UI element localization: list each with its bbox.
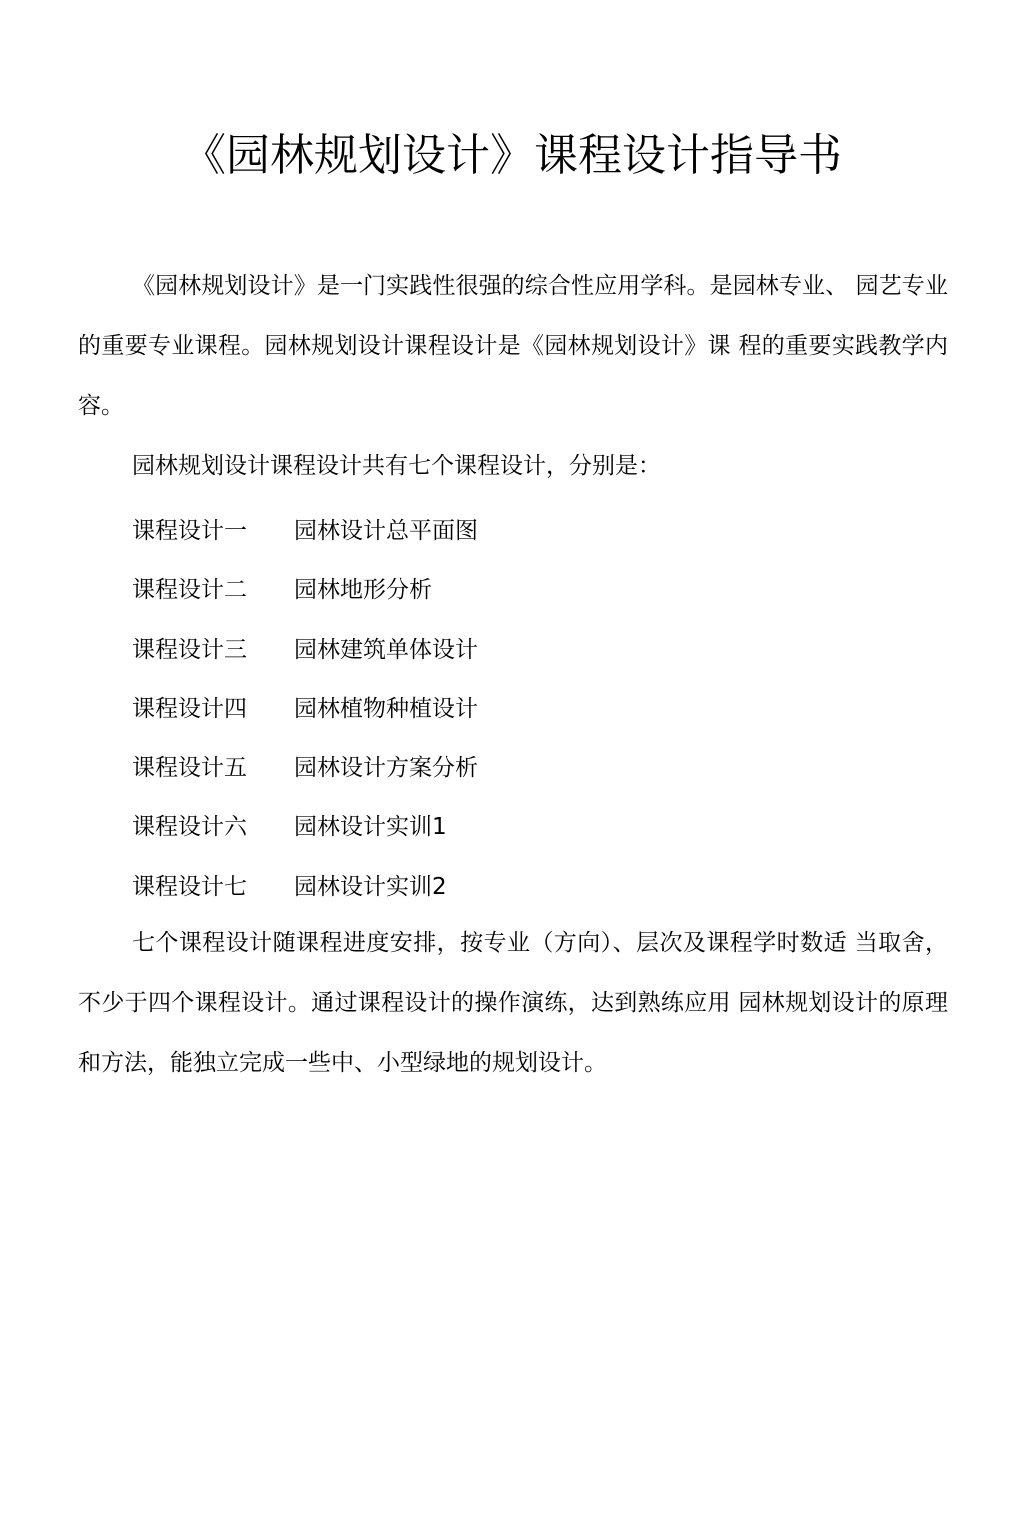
design-name: 园林设计实训2 xyxy=(294,873,447,900)
closing-paragraph: 七个课程设计随课程进度安排，按专业（方向）、层次及课程学时数适 当取舍，不少于四个课程设计。通过课程设计的操作演练，达到熟练应用 园林规划设计的原理和方法，能独立完成一些中、小型绿地的规划设计。 xyxy=(78,930,948,1076)
list-item xyxy=(132,561,832,620)
design-number: 课程设计六 xyxy=(132,814,247,841)
design-number: 课程设计一 xyxy=(132,518,247,544)
design-number: 课程设计七 xyxy=(132,873,247,900)
list-item xyxy=(132,858,832,917)
document-title: 《园林规划设计》课程设计指导书 xyxy=(182,130,842,181)
list-item xyxy=(132,621,832,680)
design-number: 课程设计三 xyxy=(132,636,247,663)
design-name: 园林设计实训1 xyxy=(294,814,447,841)
list-item xyxy=(132,739,832,798)
intro-paragraph: 《园林规划设计》是一门实践性很强的综合性应用学科。是园林专业、 园艺专业的重要专业课程。园林规划设计课程设计是《园林规划设计》课 程的重要实践教学内容。 xyxy=(78,273,948,419)
design-name: 园林地形分析 xyxy=(294,577,432,604)
list-item xyxy=(132,680,832,739)
list-item xyxy=(132,502,832,561)
design-number: 课程设计五 xyxy=(132,755,247,782)
design-name: 园林建筑单体设计 xyxy=(294,636,478,663)
design-name: 园林设计总平面图 xyxy=(294,518,478,544)
design-number: 课程设计四 xyxy=(132,695,247,722)
design-number: 课程设计二 xyxy=(132,577,247,604)
design-name: 园林设计方案分析 xyxy=(294,755,478,782)
list-intro-paragraph: 园林规划设计课程设计共有七个课程设计，分别是： xyxy=(132,453,661,479)
course-design-list xyxy=(132,502,832,917)
list-item xyxy=(132,798,832,857)
design-name: 园林植物种植设计 xyxy=(294,695,478,722)
